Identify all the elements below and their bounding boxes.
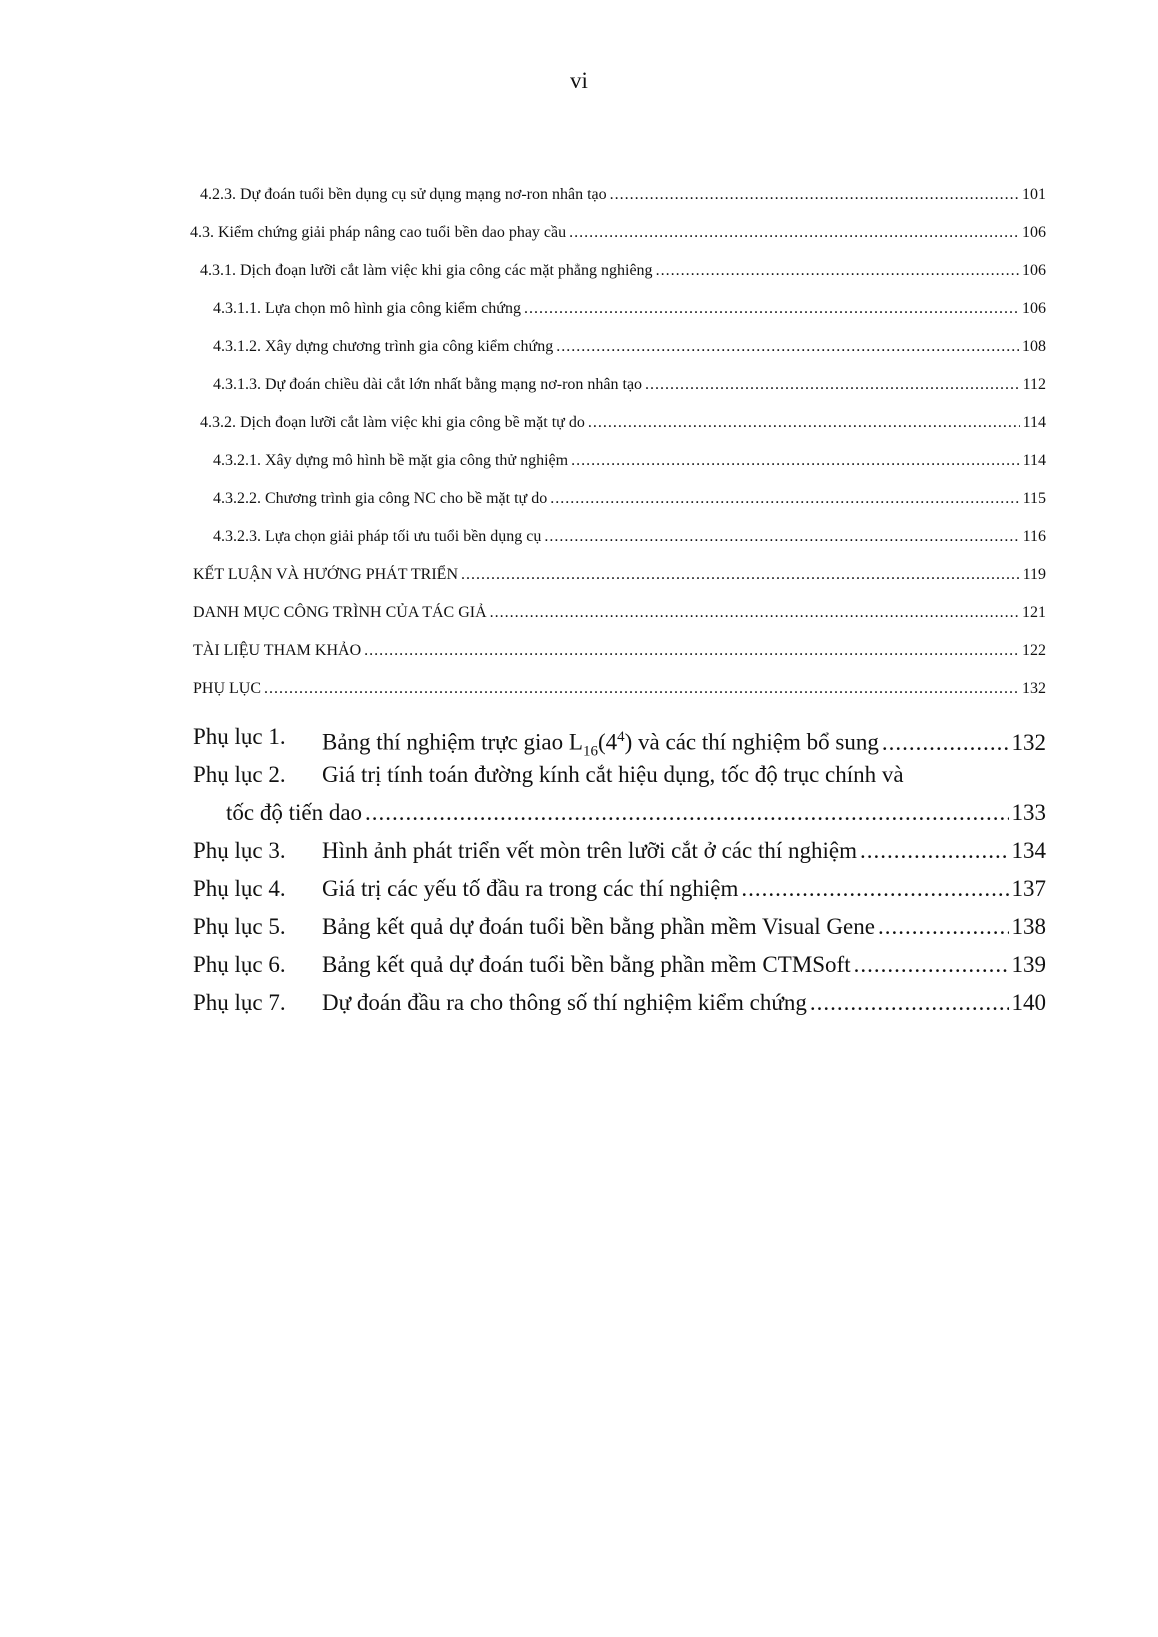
toc-entry-page: 101: [1022, 186, 1046, 203]
appendix-title: Bảng thí nghiệm trực giao $L_{16}(4^4)$ và các thí nghiệm bổ sung: [322, 729, 879, 760]
toc-leader: [878, 908, 1009, 946]
toc-entry[interactable]: [213, 338, 1046, 356]
toc-entry[interactable]: [213, 528, 1046, 546]
toc-leader: [544, 528, 1019, 546]
toc-entry-title: PHỤ LỤC: [193, 680, 262, 697]
toc-leader: [569, 224, 1019, 242]
appendix-page: 132: [1011, 729, 1046, 755]
appendix-row[interactable]: [0, 756, 1158, 794]
appendix-page: 134: [1011, 838, 1046, 863]
toc-entry-title: 4.3.2.1. Xây dựng mô hình bề mặt gia công thử nghiệm: [213, 452, 569, 469]
appendix-page: 138: [1011, 914, 1046, 939]
toc-entry[interactable]: [193, 642, 1046, 660]
toc-leader: [556, 338, 1019, 356]
toc-entry-page: 122: [1022, 642, 1046, 659]
toc-entry[interactable]: [193, 566, 1046, 584]
appendix-label: Phụ lục 7.: [193, 990, 286, 1015]
toc-entry-title: 4.3.1.2. Xây dựng chương trình gia công kiểm chứng: [213, 338, 554, 355]
appendix-title: Giá trị các yếu tố đầu ra trong các thí nghiệm: [322, 876, 739, 901]
toc-entry-page: 116: [1022, 528, 1046, 545]
appendix-label: Phụ lục 6.: [193, 952, 286, 977]
appendix-label: Phụ lục 2.: [193, 762, 286, 787]
appendix-title: Hình ảnh phát triển vết mòn trên lưỡi cắt ở các thí nghiệm: [322, 838, 857, 863]
appendix-title-line1: Giá trị tính toán đường kính cắt hiệu dụng, tốc độ trục chính và: [322, 762, 904, 787]
toc-entry[interactable]: [200, 186, 1046, 204]
appendix-page: 139: [1011, 952, 1046, 977]
toc-entry-page: 108: [1022, 338, 1046, 355]
appendix-row[interactable]: [0, 946, 1158, 984]
appendix-title: Bảng kết quả dự đoán tuổi bền bằng phần mềm Visual Gene: [322, 914, 875, 939]
toc-leader: [365, 794, 1008, 832]
appendix-page: 133: [1011, 800, 1046, 825]
toc-leader: [860, 832, 1009, 870]
toc-entry-page: 106: [1022, 224, 1046, 241]
appendix-title: Bảng kết quả dự đoán tuổi bền bằng phần mềm CTMSoft: [322, 952, 851, 977]
toc-leader: [490, 604, 1019, 622]
toc-entry[interactable]: [200, 414, 1046, 432]
toc-leader: [810, 984, 1009, 1022]
toc-leader: [571, 452, 1020, 470]
toc-entry-title: 4.3.2.2. Chương trình gia công NC cho bề mặt tự do: [213, 490, 548, 507]
appendix-entry[interactable]: [322, 984, 1046, 1022]
toc-entry[interactable]: [213, 452, 1046, 470]
toc-entry-title: 4.3.2. Dịch đoạn lưỡi cắt làm việc khi gia công bề mặt tự do: [200, 414, 585, 431]
toc-leader: [264, 680, 1019, 698]
appendix-row-continued[interactable]: [0, 794, 1158, 832]
toc-leader: [645, 376, 1020, 394]
toc-entry-title: TÀI LIỆU THAM KHẢO: [193, 642, 362, 659]
toc-entry[interactable]: [193, 680, 1046, 698]
appendix-row[interactable]: [0, 832, 1158, 870]
appendix-title-line2: tốc độ tiến dao: [226, 800, 363, 825]
toc-entry[interactable]: [213, 376, 1046, 394]
toc-entry[interactable]: [213, 300, 1046, 318]
toc-leader: [524, 300, 1019, 318]
toc-entry-title: 4.3.1.3. Dự đoán chiều dài cắt lớn nhất bằng mạng nơ-ron nhân tạo: [213, 376, 643, 393]
toc-leader: [656, 262, 1019, 280]
appendix-entry[interactable]: [226, 794, 1046, 832]
toc-entry-page: 119: [1022, 566, 1046, 583]
appendix-page: 137: [1011, 876, 1046, 901]
appendix-label: Phụ lục 5.: [193, 914, 286, 939]
appendix-row[interactable]: [0, 984, 1158, 1022]
toc-entry[interactable]: [200, 262, 1046, 280]
toc-entry-title: 4.2.3. Dự đoán tuổi bền dụng cụ sử dụng mạng nơ-ron nhân tạo: [200, 186, 607, 203]
toc-entry-title: 4.3.1.1. Lựa chọn mô hình gia công kiểm chứng: [213, 300, 521, 317]
appendix-label: Phụ lục 4.: [193, 876, 286, 901]
appendix-entry[interactable]: [322, 870, 1046, 908]
appendix-label: Phụ lục 1.: [193, 724, 286, 749]
appendix-entry[interactable]: [322, 832, 1046, 870]
toc-entry[interactable]: [213, 490, 1046, 508]
toc-leader: [461, 566, 1020, 584]
toc-entry-page: 112: [1022, 376, 1046, 393]
toc-entry-page: 114: [1022, 414, 1046, 431]
toc-entry[interactable]: [190, 224, 1046, 242]
toc-leader: [741, 870, 1008, 908]
page-number: vi: [570, 68, 588, 93]
toc-entry-title: DANH MỤC CÔNG TRÌNH CỦA TÁC GIẢ: [193, 604, 487, 621]
toc-leader: [588, 414, 1020, 432]
toc-entry-title: 4.3. Kiểm chứng giải pháp nâng cao tuổi bền dao phay cầu: [190, 224, 567, 241]
toc-entry-title: 4.3.2.3. Lựa chọn giải pháp tối ưu tuổi bền dụng cụ: [213, 528, 542, 545]
toc-leader: [610, 186, 1019, 204]
appendix-title: Dự đoán đầu ra cho thông số thí nghiệm kiểm chứng: [322, 990, 807, 1015]
toc-entry[interactable]: [193, 604, 1046, 622]
appendix-entry[interactable]: [322, 946, 1046, 984]
appendix-page: 140: [1011, 990, 1046, 1015]
toc-entry-page: 132: [1022, 680, 1046, 697]
appendix-row[interactable]: [0, 870, 1158, 908]
toc-entry-page: 121: [1022, 604, 1046, 621]
toc-leader: [364, 642, 1019, 660]
appendix-row[interactable]: [0, 718, 1158, 760]
toc-entry-page: 106: [1022, 262, 1046, 279]
toc-entry-page: 106: [1022, 300, 1046, 317]
toc-entry-title: 4.3.1. Dịch đoạn lưỡi cắt làm việc khi gia công các mặt phẳng nghiêng: [200, 262, 653, 279]
appendix-row[interactable]: [0, 908, 1158, 946]
toc-entry-page: 114: [1022, 452, 1046, 469]
appendix-label: Phụ lục 3.: [193, 838, 286, 863]
toc-entry-title: KẾT LUẬN VÀ HƯỚNG PHÁT TRIỂN: [193, 566, 459, 583]
toc-leader: [550, 490, 1019, 508]
toc-entry-page: 115: [1022, 490, 1046, 507]
toc-leader: [854, 946, 1009, 984]
appendix-entry[interactable]: [322, 908, 1046, 946]
